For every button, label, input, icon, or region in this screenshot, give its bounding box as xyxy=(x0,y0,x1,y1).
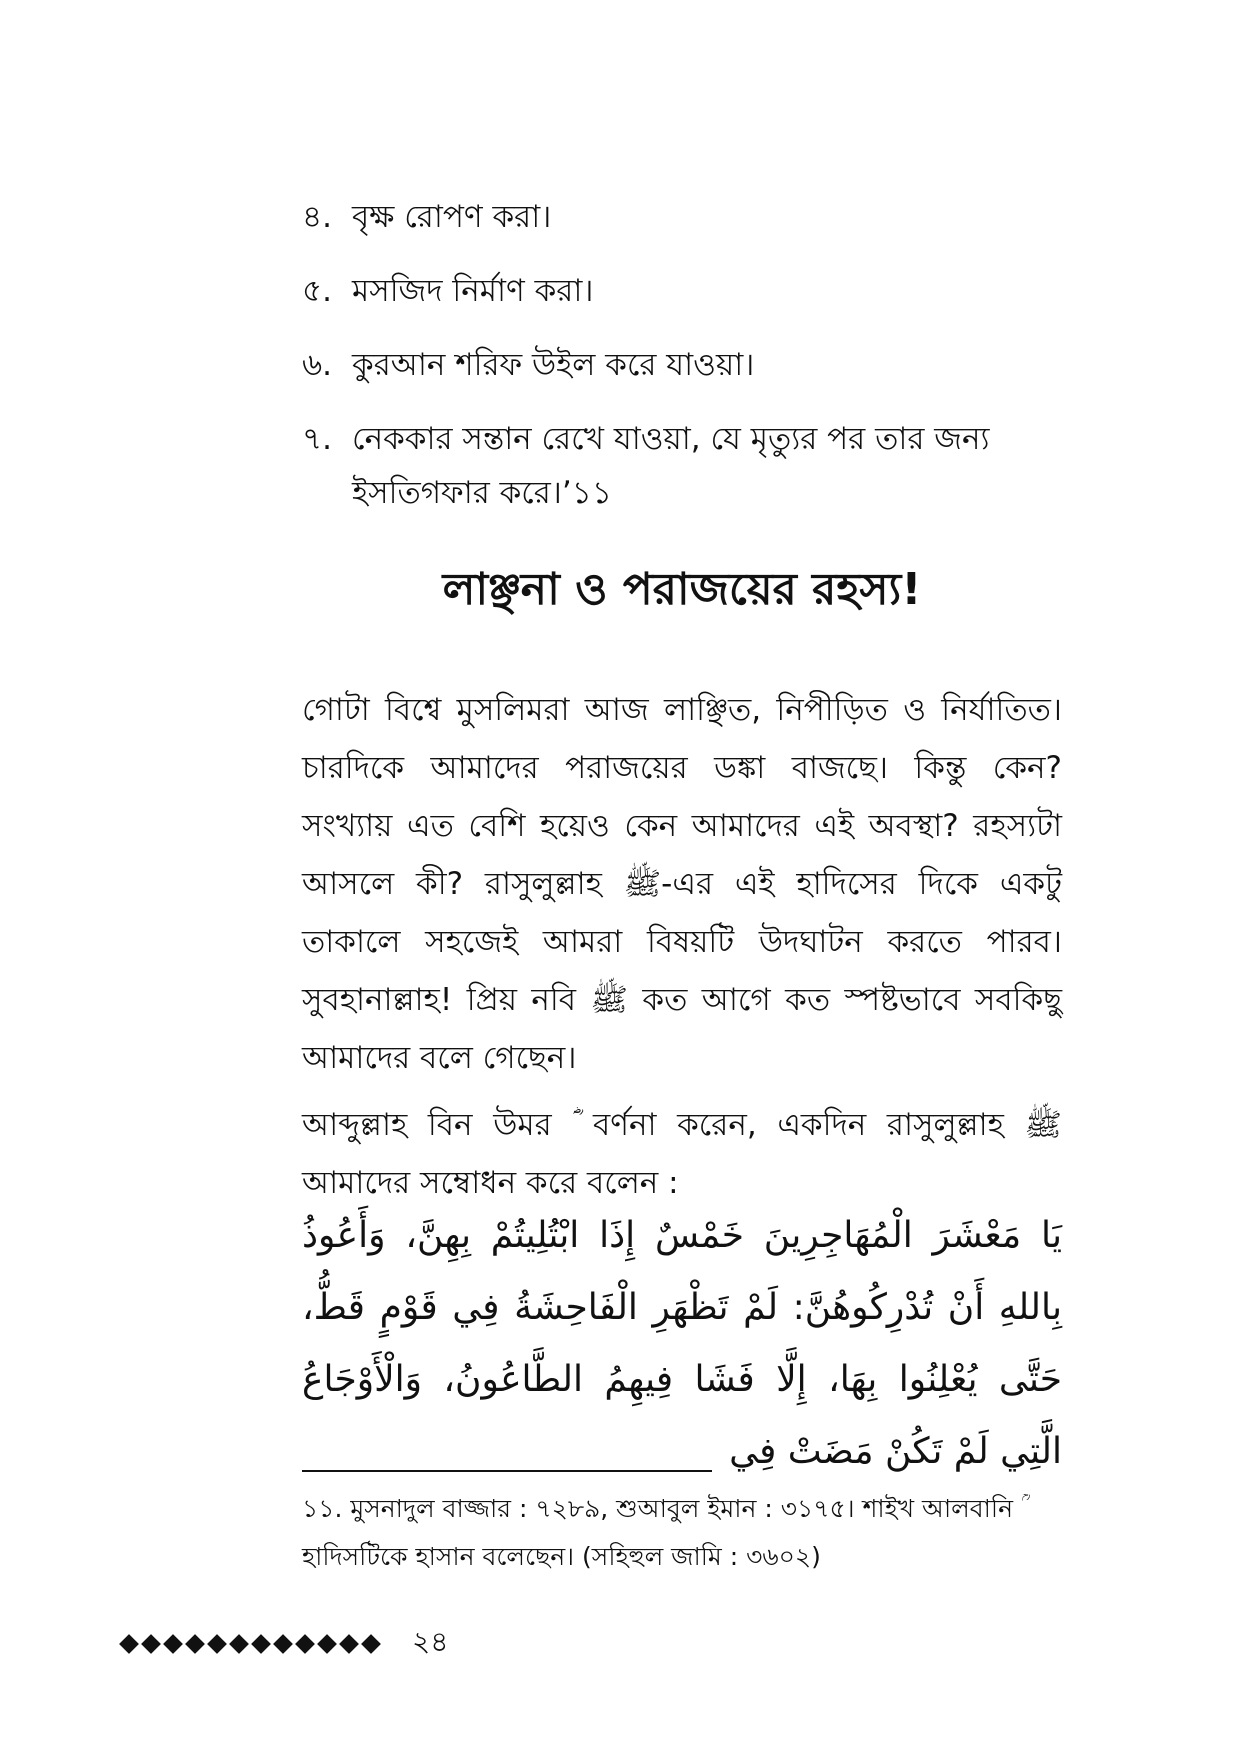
diamond-icon xyxy=(251,1634,271,1654)
footnote-divider xyxy=(302,1470,712,1472)
list-item xyxy=(302,412,1062,520)
page-number: ২৪ xyxy=(412,1625,449,1658)
diamond-icon xyxy=(185,1634,205,1654)
arabic-hadith-text: يَا مَعْشَرَ الْمُهَاجِرِينَ خَمْسٌ إِذَا ابْتُلِيتُمْ بِهِنَّ، وَأَعُوذُ بِاللهِ أَنْ تُدْرِكُوهُنَّ: لَمْ تَظْهَرِ الْفَاحِشَةُ فِي قَوْمٍ قَطُّ، حَتَّى يُعْلِنُوا بِهَا، إِلَّا فَشَا فِيهِمُ الطَّاعُونُ، وَالْأَوْجَاعُ الَّتِي لَمْ تَكُنْ مَضَتْ فِي xyxy=(302,1215,1062,1472)
footnote: ১১. মুসনাদুল বাজ্জার : ৭২৮৯, শুআবুল ইমান : ৩১৭৫। শাইখ আলবানি ؒ হাদিসটিকে হাসান বলেছেন। (সহিহুল জামি : ৩৬০২) xyxy=(302,1494,1021,1571)
list-item-number: ৪. xyxy=(302,199,332,235)
diamond-icon xyxy=(163,1634,183,1654)
list-item-text: নেককার সন্তান রেখে যাওয়া, যে মৃত্যুর পর তার জন্য ইসতিগফার করে।’১১ xyxy=(352,421,990,511)
diamond-icon xyxy=(317,1634,337,1654)
page-footer xyxy=(118,1620,448,1667)
diamond-icon xyxy=(141,1634,161,1654)
diamond-icon xyxy=(339,1634,359,1654)
list-item-number: ৭. xyxy=(302,421,333,457)
list-item xyxy=(302,338,1062,392)
list-item xyxy=(302,264,1062,318)
diamond-icon xyxy=(295,1634,315,1654)
list-item xyxy=(302,190,1062,244)
list-item-text: কুরআন শরিফ উইল করে যাওয়া। xyxy=(352,347,755,383)
list-item-text: বৃক্ষ রোপণ করা। xyxy=(352,199,552,235)
list-item-number: ৬. xyxy=(302,347,333,383)
section-heading: লাঞ্ছনা ও পরাজয়ের রহস্য! xyxy=(442,564,922,615)
diamond-icon xyxy=(207,1634,227,1654)
diamond-icon xyxy=(361,1634,381,1654)
numbered-list xyxy=(302,190,1062,540)
footer-ornament xyxy=(118,1637,382,1651)
body-paragraph: আব্দুল্লাহ বিন উমর ؓ বর্ণনা করেন, একদিন রাসুলুল্লাহ ﷺ আমাদের সম্বোধন করে বলেন : xyxy=(302,1107,1062,1201)
list-item-number: ৫. xyxy=(302,273,332,309)
body-paragraph: গোটা বিশ্বে মুসলিমরা আজ লাঞ্ছিত, নিপীড়িত ও নির্যাতিত। চারদিকে আমাদের পরাজয়ের ডঙ্কা বাজছে। কিন্তু কেন? সংখ্যায় এত বেশি হয়েও কেন আমাদের এই অবস্থা? রহস্যটা আসলে কী? রাসুলুল্লাহ ﷺ-এর এই হাদিসের দিকে একটু তাকালে সহজেই আমরা বিষয়টি উদঘাটন করতে পারব। সুবহানাল্লাহ! প্রিয় নবি ﷺ কত আগে কত স্পষ্টভাবে সবকিছু আমাদের বলে গেছেন। xyxy=(302,692,1062,1076)
diamond-icon xyxy=(119,1634,139,1654)
list-item-text: মসজিদ নির্মাণ করা। xyxy=(352,273,594,309)
diamond-icon xyxy=(229,1634,249,1654)
diamond-icon xyxy=(273,1634,293,1654)
